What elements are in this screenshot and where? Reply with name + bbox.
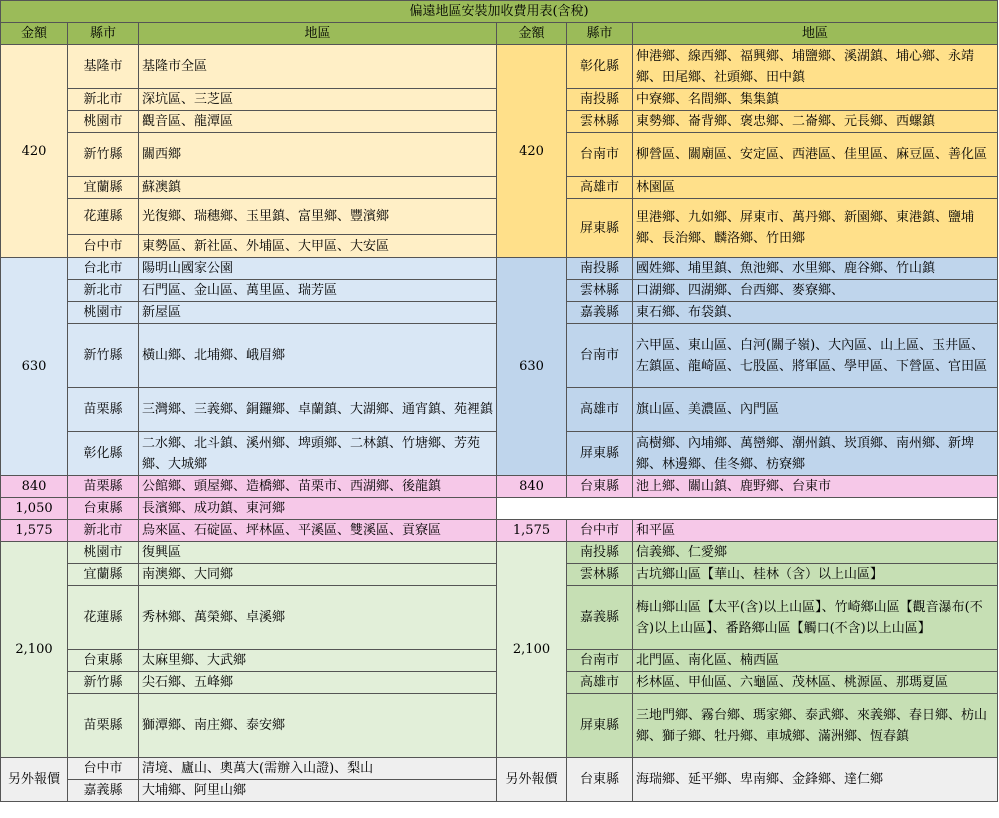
area-cell: 三地門鄉、霧台鄉、瑪家鄉、泰武鄉、來義鄉、春日鄉、枋山鄉、獅子鄉、牡丹鄉、車城鄉、滿洲鄉、恆春鎮 bbox=[633, 694, 998, 758]
amount-cell: 1,050 bbox=[1, 498, 68, 520]
county-cell: 新竹縣 bbox=[68, 133, 139, 177]
county-cell: 彰化縣 bbox=[68, 432, 139, 476]
area-cell: 南澳鄉、大同鄉 bbox=[139, 564, 497, 586]
area-cell: 獅潭鄉、南庄鄉、泰安鄉 bbox=[139, 694, 497, 758]
area-cell: 長濱鄉、成功鎮、東河鄉 bbox=[139, 498, 497, 520]
county-cell: 台東縣 bbox=[68, 498, 139, 520]
county-cell: 雲林縣 bbox=[567, 111, 633, 133]
amount-cell: 840 bbox=[1, 476, 68, 498]
county-cell: 台東縣 bbox=[567, 758, 633, 802]
area-cell: 口湖鄉、四湖鄉、台西鄉、麥寮鄉、 bbox=[633, 280, 998, 302]
county-cell: 基隆市 bbox=[68, 45, 139, 89]
area-cell: 海瑞鄉、延平鄉、卑南鄉、金鋒鄉、達仁鄉 bbox=[633, 758, 998, 802]
area-cell: 新屋區 bbox=[139, 302, 497, 324]
area-cell: 清境、廬山、奧萬大(需辦入山證)、梨山 bbox=[139, 758, 497, 780]
table-row bbox=[1, 476, 998, 498]
county-cell: 新竹縣 bbox=[68, 672, 139, 694]
header-county-right: 縣市 bbox=[567, 23, 633, 45]
table-row bbox=[1, 45, 998, 89]
area-cell: 秀林鄉、萬榮鄉、卓溪鄉 bbox=[139, 586, 497, 650]
county-cell: 台南市 bbox=[567, 650, 633, 672]
county-cell: 嘉義縣 bbox=[68, 780, 139, 802]
county-cell: 花蓮縣 bbox=[68, 199, 139, 235]
amount-cell: 2,100 bbox=[1, 542, 68, 758]
area-cell: 信義鄉、仁愛鄉 bbox=[633, 542, 998, 564]
area-cell: 東勢鄉、崙背鄉、褒忠鄉、二崙鄉、元長鄉、西螺鎮 bbox=[633, 111, 998, 133]
area-cell: 林園區 bbox=[633, 177, 998, 199]
header-area-right: 地區 bbox=[633, 23, 998, 45]
area-cell: 陽明山國家公園 bbox=[139, 258, 497, 280]
county-cell: 台北市 bbox=[68, 258, 139, 280]
area-cell: 古坑鄉山區【華山、桂林（含）以上山區】 bbox=[633, 564, 998, 586]
area-cell: 復興區 bbox=[139, 542, 497, 564]
area-cell: 太麻里鄉、大武鄉 bbox=[139, 650, 497, 672]
amount-cell: 另外報價 bbox=[1, 758, 68, 802]
county-cell: 新北市 bbox=[68, 89, 139, 111]
area-cell: 深坑區、三芝區 bbox=[139, 89, 497, 111]
area-cell: 東石鄉、布袋鎮、 bbox=[633, 302, 998, 324]
county-cell: 桃園市 bbox=[68, 302, 139, 324]
county-cell: 嘉義縣 bbox=[567, 586, 633, 650]
county-cell: 桃園市 bbox=[68, 542, 139, 564]
county-cell: 台南市 bbox=[567, 133, 633, 177]
county-cell: 台東縣 bbox=[68, 650, 139, 672]
area-cell: 和平區 bbox=[633, 520, 998, 542]
county-cell: 台南市 bbox=[567, 324, 633, 388]
amount-cell: 420 bbox=[497, 45, 567, 258]
county-cell: 嘉義縣 bbox=[567, 302, 633, 324]
county-cell: 苗栗縣 bbox=[68, 694, 139, 758]
county-cell: 台中市 bbox=[68, 758, 139, 780]
area-cell: 大埔鄉、阿里山鄉 bbox=[139, 780, 497, 802]
amount-cell: 840 bbox=[497, 476, 567, 498]
area-cell: 烏來區、石碇區、坪林區、平溪區、雙溪區、貢寮區 bbox=[139, 520, 497, 542]
area-cell: 公館鄉、頭屋鄉、造橋鄉、苗栗市、西湖鄉、後龍鎮 bbox=[139, 476, 497, 498]
county-cell: 雲林縣 bbox=[567, 564, 633, 586]
header-amount-left: 金額 bbox=[1, 23, 68, 45]
county-cell: 屏東縣 bbox=[567, 199, 633, 258]
area-cell: 關西鄉 bbox=[139, 133, 497, 177]
amount-cell: 1,575 bbox=[497, 520, 567, 542]
county-cell: 宜蘭縣 bbox=[68, 564, 139, 586]
area-cell: 伸港鄉、線西鄉、福興鄉、埔鹽鄉、溪湖鎮、埔心鄉、永靖鄉、田尾鄉、社頭鄉、田中鎮 bbox=[633, 45, 998, 89]
table-row bbox=[1, 758, 998, 780]
header-amount-right: 金額 bbox=[497, 23, 567, 45]
county-cell: 屏東縣 bbox=[567, 432, 633, 476]
area-cell: 蘇澳鎮 bbox=[139, 177, 497, 199]
county-cell: 桃園市 bbox=[68, 111, 139, 133]
county-cell: 新北市 bbox=[68, 520, 139, 542]
header-county-left: 縣市 bbox=[68, 23, 139, 45]
area-cell: 柳營區、關廟區、安定區、西港區、佳里區、麻豆區、善化區 bbox=[633, 133, 998, 177]
table-row bbox=[1, 520, 998, 542]
county-cell: 新北市 bbox=[68, 280, 139, 302]
county-cell: 南投縣 bbox=[567, 258, 633, 280]
area-cell: 池上鄉、關山鎮、鹿野鄉、台東市 bbox=[633, 476, 998, 498]
area-cell: 基隆市全區 bbox=[139, 45, 497, 89]
county-cell: 高雄市 bbox=[567, 177, 633, 199]
area-cell: 六甲區、東山區、白河(關子嶺)、大內區、山上區、玉井區、左鎮區、龍崎區、七股區、將軍區、學甲區、下營區、官田區 bbox=[633, 324, 998, 388]
county-cell: 高雄市 bbox=[567, 388, 633, 432]
amount-cell: 2,100 bbox=[497, 542, 567, 758]
amount-cell: 1,575 bbox=[1, 520, 68, 542]
county-cell: 苗栗縣 bbox=[68, 388, 139, 432]
area-cell: 梅山鄉山區【太平(含)以上山區】、竹崎鄉山區【觀音瀑布(不含)以上山區】、番路鄉山區【觸口(不含)以上山區】 bbox=[633, 586, 998, 650]
amount-cell: 另外報價 bbox=[497, 758, 567, 802]
area-cell: 杉林區、甲仙區、六龜區、茂林區、桃源區、那瑪夏區 bbox=[633, 672, 998, 694]
county-cell: 屏東縣 bbox=[567, 694, 633, 758]
area-cell: 三灣鄉、三義鄉、銅鑼鄉、卓蘭鎮、大湖鄉、通宵鎮、苑裡鎮 bbox=[139, 388, 497, 432]
area-cell: 北門區、南化區、楠西區 bbox=[633, 650, 998, 672]
county-cell: 雲林縣 bbox=[567, 280, 633, 302]
empty-cell bbox=[497, 498, 998, 520]
area-cell: 光復鄉、瑞穗鄉、玉里鎮、富里鄉、豐濱鄉 bbox=[139, 199, 497, 235]
county-cell: 宜蘭縣 bbox=[68, 177, 139, 199]
area-cell: 觀音區、龍潭區 bbox=[139, 111, 497, 133]
area-cell: 旗山區、美濃區、內門區 bbox=[633, 388, 998, 432]
county-cell: 花蓮縣 bbox=[68, 586, 139, 650]
county-cell: 彰化縣 bbox=[567, 45, 633, 89]
area-cell: 石門區、金山區、萬里區、瑞芳區 bbox=[139, 280, 497, 302]
area-cell: 高樹鄉、內埔鄉、萬巒鄉、潮州鎮、崁頂鄉、南州鄉、新埤鄉、林邊鄉、佳冬鄉、枋寮鄉 bbox=[633, 432, 998, 476]
county-cell: 南投縣 bbox=[567, 89, 633, 111]
area-cell: 東勢區、新社區、外埔區、大甲區、大安區 bbox=[139, 235, 497, 258]
county-cell: 台東縣 bbox=[567, 476, 633, 498]
area-cell: 中寮鄉、名間鄉、集集鎮 bbox=[633, 89, 998, 111]
county-cell: 新竹縣 bbox=[68, 324, 139, 388]
amount-cell: 630 bbox=[497, 258, 567, 476]
amount-cell: 630 bbox=[1, 258, 68, 476]
area-cell: 二水鄉、北斗鎮、溪州鄉、埤頭鄉、二林鎮、竹塘鄉、芳苑鄉、大城鄉 bbox=[139, 432, 497, 476]
area-cell: 里港鄉、九如鄉、屏東市、萬丹鄉、新園鄉、東港鎮、鹽埔鄉、長治鄉、麟洛鄉、竹田鄉 bbox=[633, 199, 998, 258]
table-row bbox=[1, 258, 998, 280]
county-cell: 台中市 bbox=[567, 520, 633, 542]
table-title: 偏遠地區安裝加收費用表(含稅) bbox=[1, 1, 998, 23]
county-cell: 高雄市 bbox=[567, 672, 633, 694]
table-row bbox=[1, 498, 998, 520]
header-area-left: 地區 bbox=[139, 23, 497, 45]
table-row bbox=[1, 542, 998, 564]
area-cell: 橫山鄉、北埔鄉、峨眉鄉 bbox=[139, 324, 497, 388]
area-cell: 尖石鄉、五峰鄉 bbox=[139, 672, 497, 694]
county-cell: 台中市 bbox=[68, 235, 139, 258]
amount-cell: 420 bbox=[1, 45, 68, 258]
county-cell: 南投縣 bbox=[567, 542, 633, 564]
area-cell: 國姓鄉、埔里鎮、魚池鄉、水里鄉、鹿谷鄉、竹山鎮 bbox=[633, 258, 998, 280]
county-cell: 苗栗縣 bbox=[68, 476, 139, 498]
